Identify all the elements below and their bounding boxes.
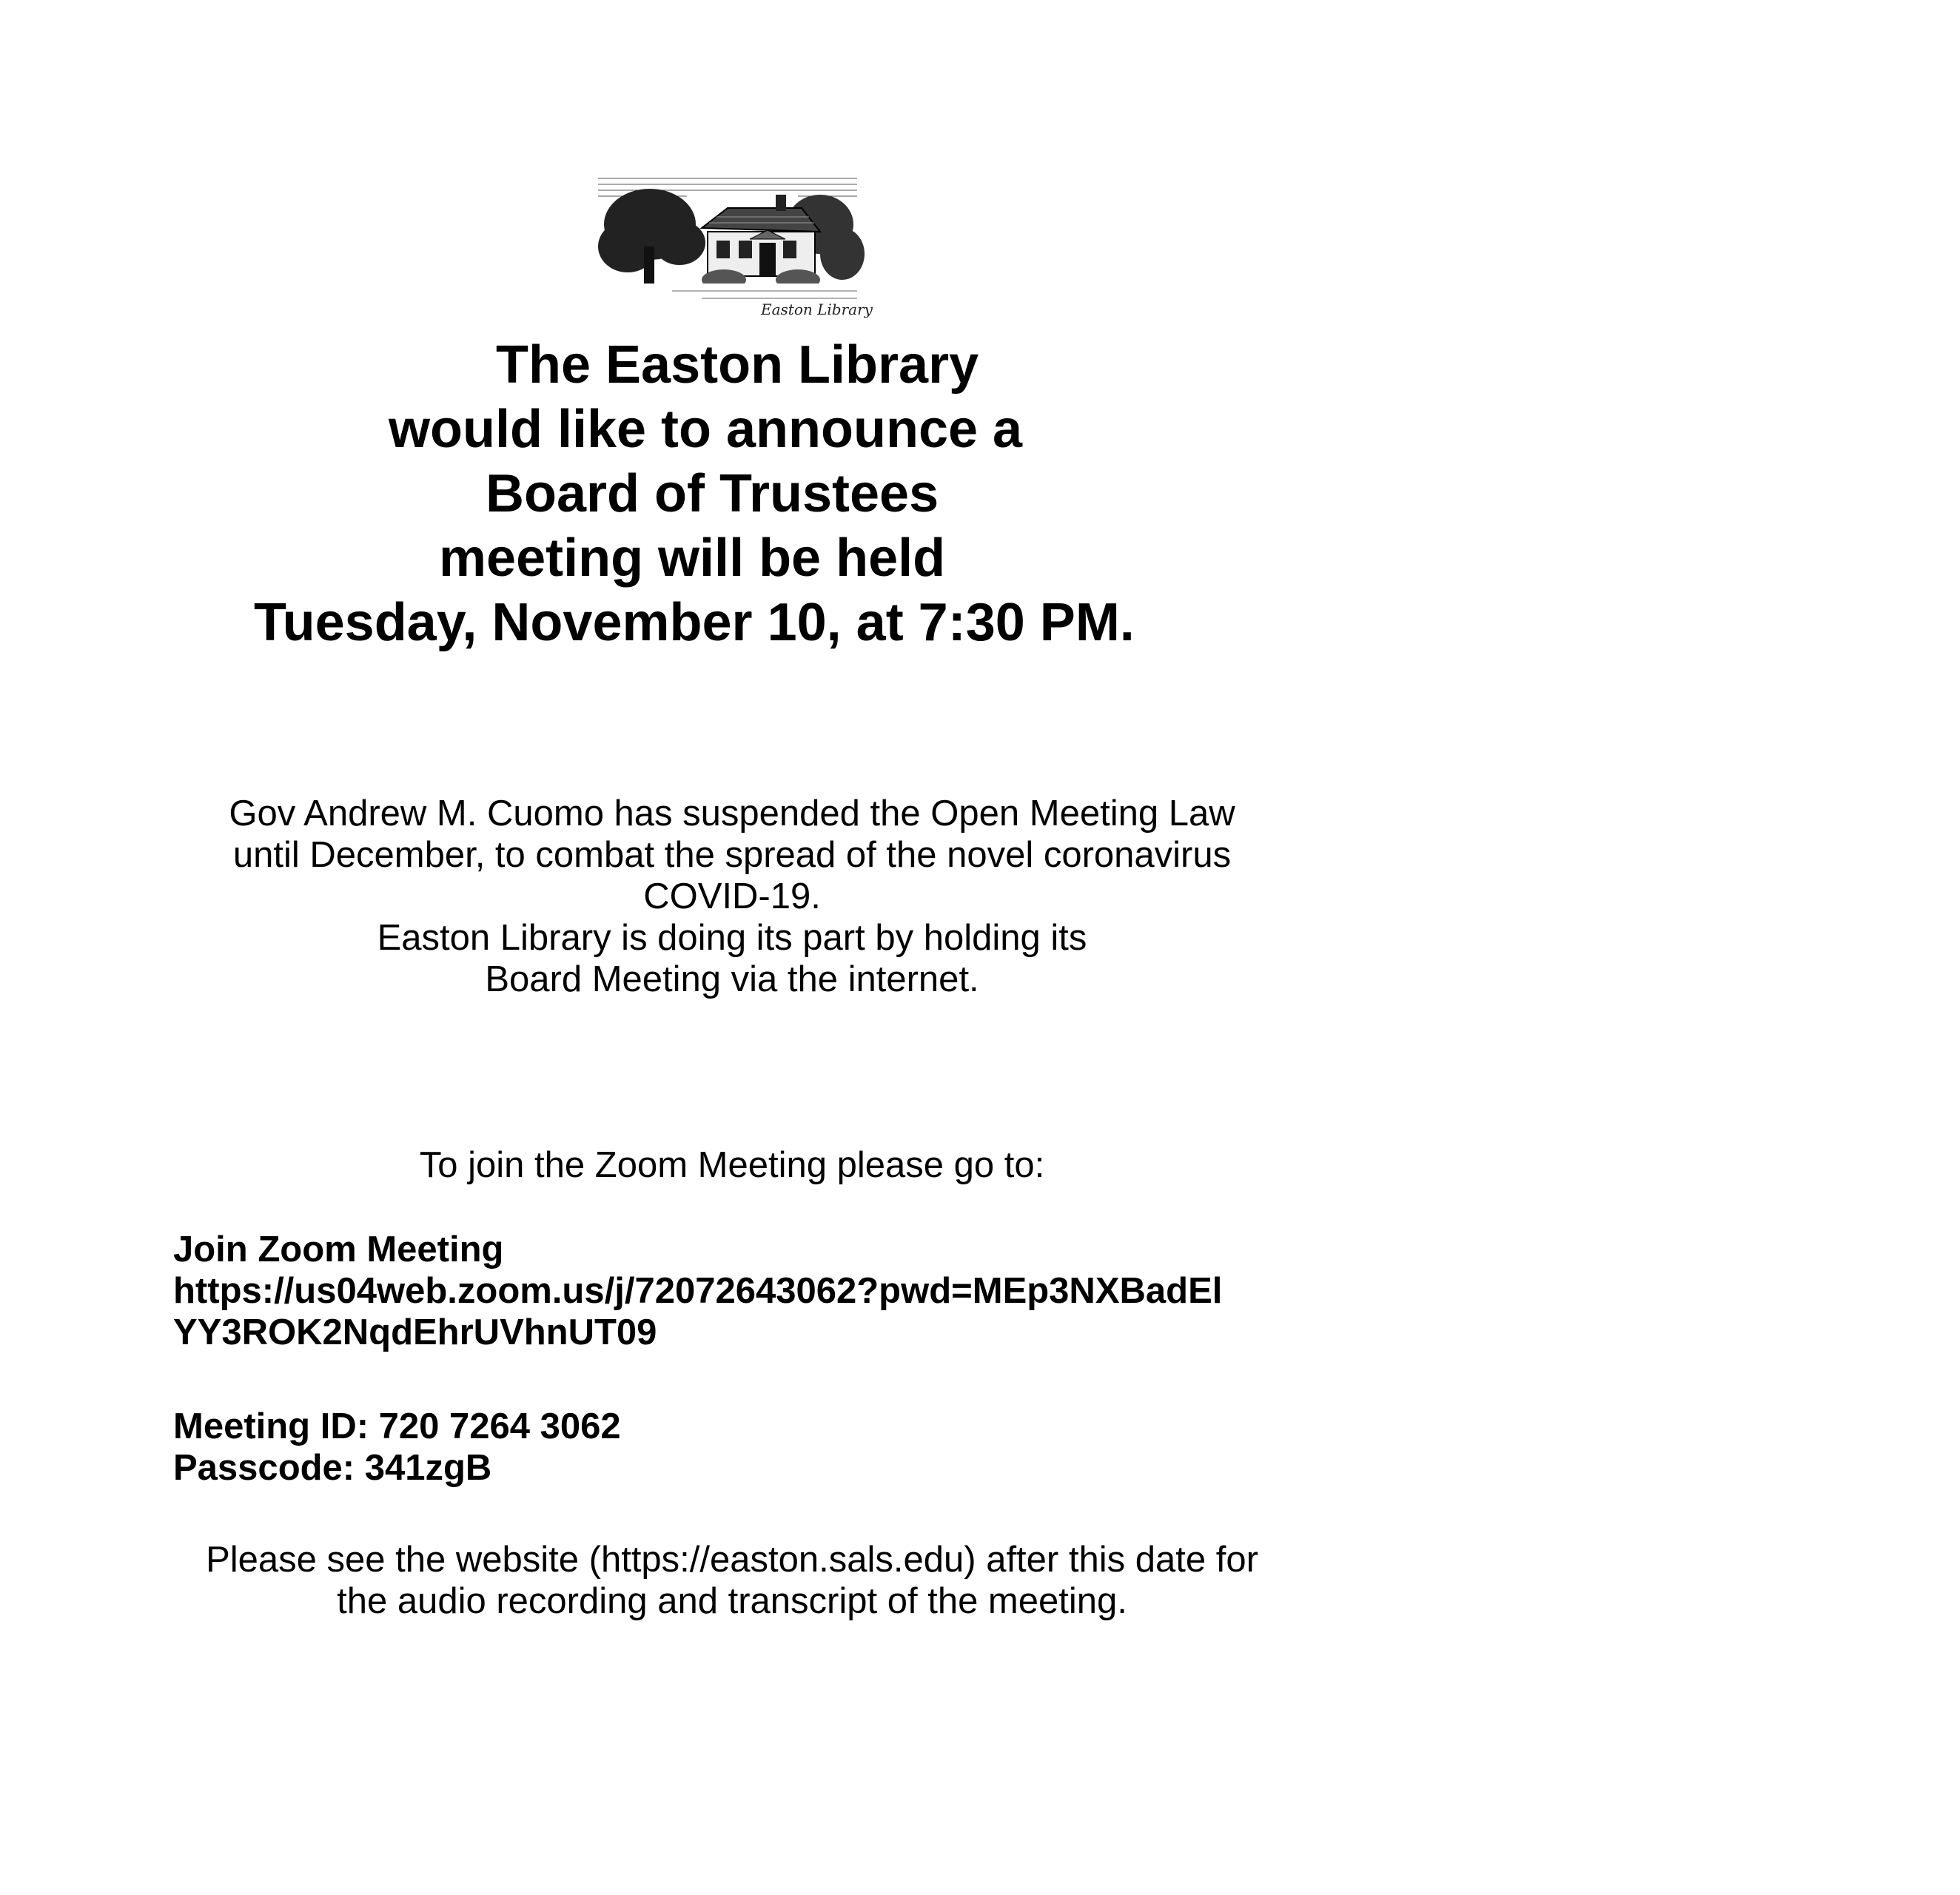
- notice-line-4: Easton Library is doing its part by holding its: [377, 918, 1087, 958]
- zoom-link-line-1[interactable]: https://us04web.zoom.us/j/72072643062?pwd=MEp3NXBadEl: [173, 1271, 1223, 1311]
- notice-line-1: Gov Andrew M. Cuomo has suspended the Open Meeting Law: [229, 794, 1235, 834]
- open-meeting-notice: [0, 793, 1464, 1000]
- website-note: [0, 1539, 1464, 1622]
- headline-line-5: Tuesday, November 10, at 7:30 PM.: [254, 593, 1135, 652]
- notice-line-5: Board Meeting via the internet.: [485, 959, 979, 999]
- headline-line-3: Board of Trustees: [486, 464, 939, 523]
- meeting-id: Meeting ID: 720 7264 3062: [173, 1406, 621, 1446]
- passcode: Passcode: 341zgB: [173, 1448, 492, 1488]
- join-prompt: To join the Zoom Meeting please go to:: [419, 1145, 1045, 1185]
- library-building-sketch-icon: [598, 172, 873, 328]
- logo-caption: Easton Library: [761, 301, 873, 318]
- headline-line-2: would like to announce a: [389, 400, 1023, 459]
- library-logo: [598, 172, 873, 328]
- zoom-join-block: [173, 1229, 1222, 1353]
- meeting-credentials: [173, 1406, 621, 1489]
- join-heading: Join Zoom Meeting: [173, 1230, 504, 1270]
- headline-line-4: meeting will be held: [439, 529, 946, 588]
- website-note-line-2: the audio recording and transcript of the meeting.: [337, 1581, 1127, 1621]
- announcement-headline: [0, 333, 1464, 655]
- notice-line-3: COVID-19.: [643, 876, 821, 916]
- headline-line-1: The Easton Library: [496, 335, 979, 395]
- website-note-line-1: Please see the website (https://easton.sals.edu) after this date for: [206, 1540, 1258, 1580]
- notice-line-2: until December, to combat the spread of the novel coronavirus: [232, 835, 1232, 875]
- zoom-link-line-2[interactable]: YY3ROK2NqdEhrUVhnUT09: [173, 1312, 657, 1352]
